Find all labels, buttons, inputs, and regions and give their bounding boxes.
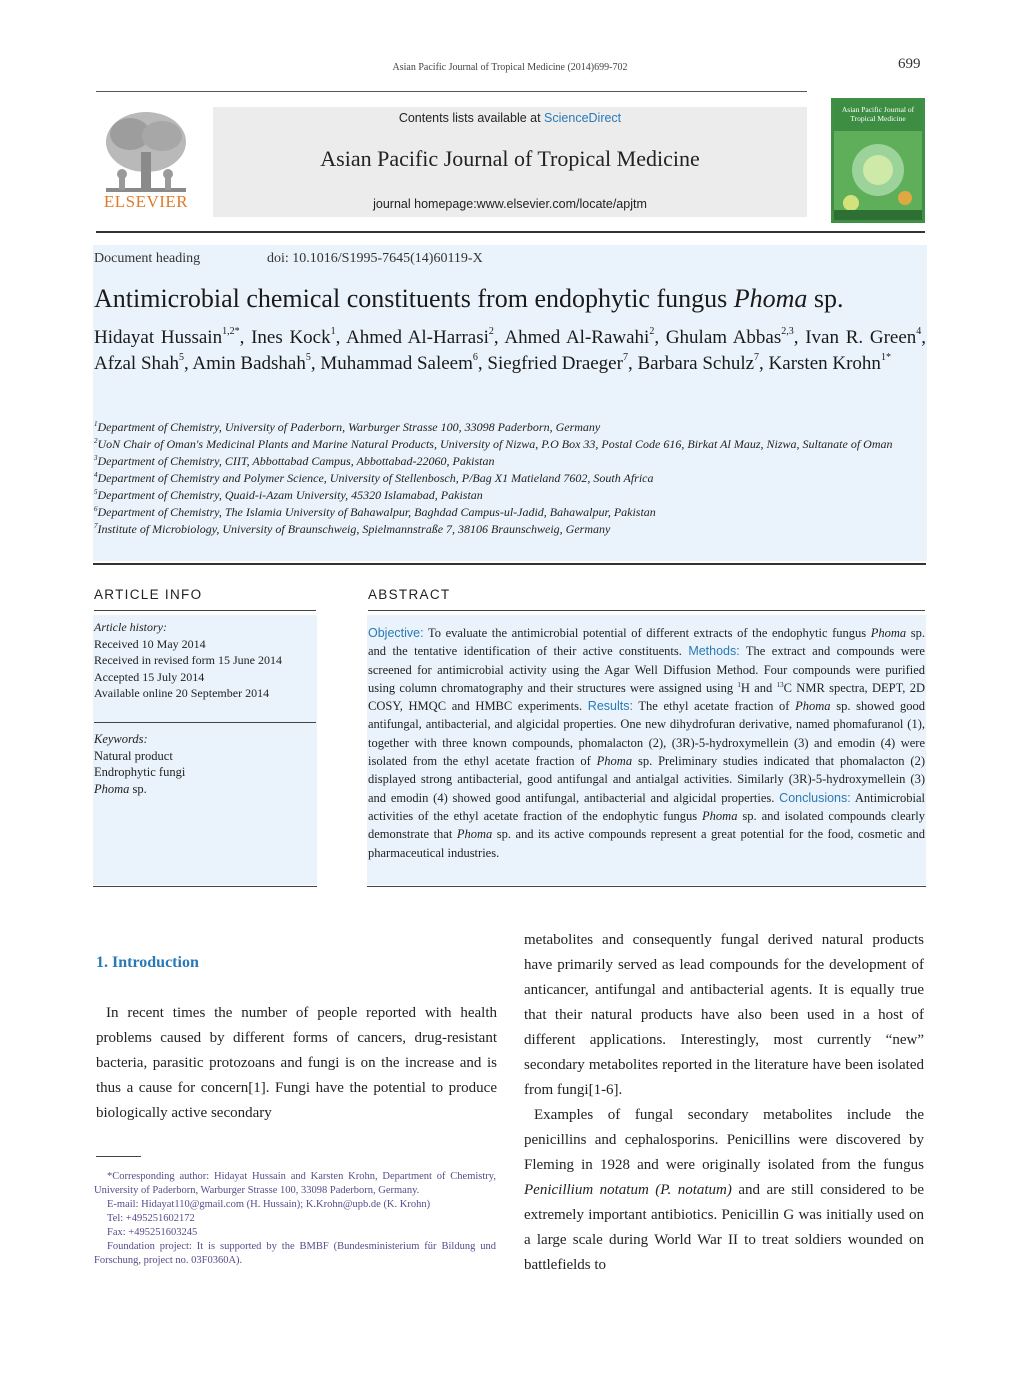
affiliation-text: UoN Chair of Oman's Medicinal Plants and Marine Natural Products, University of Nizwa, P.O Box 33, Postal Code 616, Birkat Al Mauz, Nizwa, Sultanate of Oman [97,437,893,451]
article-info-rule [94,610,316,611]
results-label: Results: [587,699,633,714]
author-name: Hidayat Hussain [94,327,223,348]
history-online: Available online 20 September 2014 [94,686,270,700]
history-revised: Received in revised form 15 June 2014 [94,653,282,667]
superscript: 13 [776,680,784,689]
cover-title: Asian Pacific Journal of Tropical Medicine [841,105,915,123]
results-text: The ethyl acetate fraction of [632,699,796,714]
affiliation-text: Department of Chemistry, CIIT, Abbottabad Campus, Abbottabad-22060, Pakistan [97,454,495,468]
fax-footnote: Fax: +495251603245 [107,1227,198,1238]
paragraph-text: Examples of fungal secondary metabolites include the penicillins and cephalosporins. Penicillins were discovered by Fleming in 1928 and were originally isolated from the fungus [524,1107,924,1173]
conclusions-text: Antimicrobial activities of the ethyl acetate fraction of the endophytic fungus [368,790,925,823]
body-right-column [524,928,924,1278]
author [805,327,921,348]
author [94,327,240,348]
title-end: sp. [807,284,844,313]
title-text: Antimicrobial chemical constituents from endophytic fungus [94,284,734,313]
keyword-italic: Phoma [94,781,130,796]
affiliation-number: 3 [94,454,98,462]
results-text: sp. Preliminary studies indicated that phomalacton (2) displayed strong antibacterial, good antifungal and antialgal activities. Similarly (3R)-5-hydroxymellein (3) and emodin (4) showed good antifungal, antibacterial and algicidal properties. [368,754,925,805]
author [251,327,336,348]
keyword [94,781,316,798]
footnote-rule [96,1156,141,1157]
header-rule [96,91,807,92]
author-affiliation-mark: 4 [916,326,922,337]
methods-text: H and [740,680,777,695]
article-info-bottom-rule [93,886,317,887]
conclusions-label: Conclusions: [779,790,851,805]
author-name: Amin Badshah [192,353,306,374]
publisher-name: ELSEVIER [103,192,189,211]
author [192,353,310,374]
author-name: Ivan R. Green [805,327,917,348]
body-left-column [96,1001,497,1126]
affiliation [94,521,926,538]
history-label: Article history: [94,620,167,634]
superscript: 1 [737,680,741,689]
keywords [94,731,316,797]
author [666,327,794,348]
affiliation-text: Department of Chemistry and Polymer Science, University of Stellenbosch, P/Bag X1 Matieland 7602, South Africa [97,471,654,485]
author [637,353,759,374]
author-name: Barbara Schulz [637,353,755,374]
author-affiliation-mark: 5 [305,352,311,363]
author-name: Muhammad Saleem [320,353,473,374]
affiliation-number: 1 [94,420,98,428]
author-name: Ahmed Al-Harrasi [346,327,489,348]
species-name: Phoma [456,827,493,842]
journal-cover-image [831,98,925,223]
foundation-footnote: Foundation project: It is supported by the BMBF (Bundesministerium für Bildung und Forschung, project no. 03F0360A). [94,1241,496,1266]
species-name: Phoma [870,626,907,640]
affiliation-number: 5 [94,488,98,496]
keyword: Endrophytic fungi [94,765,186,779]
section-heading-introduction: 1. Introduction [96,954,199,971]
abstract-bottom-rule [367,886,926,887]
species-name: Phoma [702,808,738,823]
author-affiliation-mark: 2 [649,326,655,337]
contents-line [213,111,807,125]
affiliation-number: 4 [94,471,98,479]
paragraph-text: and are still considered to be extremely important antibiotics. Penicillin G was initially used on a large scale during World War II to treat soldiers wounded on battlefields to [524,1182,924,1273]
footnotes [94,1170,496,1268]
species-name: Phoma [596,754,633,769]
doi[interactable]: doi: 10.1016/S1995-7645(14)60119-X [267,251,483,266]
history-received: Received 10 May 2014 [94,636,206,651]
affiliation [94,436,926,453]
affiliation-text: Department of Chemistry, Quaid-i-Azam University, 45320 Islamabad, Pakistan [97,488,483,502]
history-accepted: Accepted 15 July 2014 [94,669,205,684]
species-name: Penicillium notatum (P. notatum) [524,1182,732,1198]
author-name: Ines Kock [251,327,331,348]
author-list: Hidayat Hussain$^{1,2*}$, Ines Kock$^1$, Ahmed Al-Harrasi$^2$, Ahmed Al-Rawahi$^2$, Ghulam Abbas$^{2,3}$, Ivan R. Green$^4$, Afzal Shah$^5$, Amin Badshah$^5$, Muhammad Saleem$^6$, Siegfried Draeger$^7$, Barbara Schulz$^7$, Karsten Krohn$^{1*}$ [94,326,927,374]
objective-text: To evaluate the antimicrobial potential of different extracts of the endophytic fungus [423,626,871,640]
conclusions-text: sp. and its active compounds represent a great potential for the food, cosmetic and pharmaceutical industries. [368,827,925,860]
keywords-label: Keywords: [94,732,148,746]
title-block-rule [93,563,926,565]
contents-prefix: Contents lists available at [398,111,545,125]
author [487,353,628,374]
author [320,353,478,374]
affiliation [94,453,926,470]
keyword: Natural product [94,748,173,763]
results-text: sp. showed good antifungal, antibacterial, and algicidal properties. One new dihydrofuran derivative, named phomafuranol (1), together with three known compounds, phomalacton (2), (3R)-5-hydroxymellein (3) and emodin (4) were isolated from the ethyl acetate fraction of [368,699,925,769]
affiliation [94,470,926,487]
affiliation [94,419,926,436]
article-info-heading: ARTICLE INFO [94,587,203,602]
article-title [94,284,844,314]
affiliation [94,504,926,521]
affiliation-text: Institute of Microbiology, University of Braunschweig, Spielmannstraße 7, 38106 Braunschweig, Germany [97,522,611,536]
abstract-heading: ABSTRACT [368,587,451,602]
paragraph: metabolites and consequently fungal derived natural products have primarily served as lead compounds for the development of anticancer, antifungal and antibacterial agents. It is equally true that their natural products have also been used in a host of different applications. Interestingly, most currently “new” secondary metabolites reported in the literature have been isolated from fungi[1-6]. [524,932,924,1098]
author-affiliation-mark: 7 [622,352,628,363]
abstract-rule [368,610,925,611]
affiliation-number: 2 [94,437,98,445]
keyword-end: sp. [129,781,147,796]
journal-name: Asian Pacific Journal of Tropical Medicine [320,146,700,171]
author-affiliation-mark: 2,3 [781,326,794,337]
methods-text: C NMR spectra, DEPT, 2D COSY, HMQC and HMBC experiments. [368,680,926,714]
author [94,353,184,374]
author-name: Afzal Shah [94,353,179,374]
affiliation-number: 6 [94,505,98,513]
affiliation-list [94,419,926,538]
elsevier-logo [96,104,196,216]
conclusions-text: sp. and isolated compounds clearly demonstrate that [368,808,925,842]
keywords-rule [94,722,316,723]
running-head: Asian Pacific Journal of Tropical Medicine (2014)699-702 [392,62,628,73]
article-history [94,619,316,702]
tel-footnote: Tel: +495251602172 [107,1213,195,1224]
paragraph [524,1103,924,1278]
author-affiliation-mark: 1* [880,352,891,363]
author-affiliation-mark: 6 [472,352,478,363]
author-affiliation-mark: 1 [330,326,336,337]
paragraph: In recent times the number of people reported with health problems caused by different forms of cancers, drug-resistant bacteria, parasitic protozoans and fungi is on the increase and is thus a cause for concern[1]. Fungi have the potential to produce biologically active secondary [96,1005,497,1121]
sciencedirect-link[interactable]: ScienceDirect [544,111,622,125]
author-affiliation-mark: 1,2* [222,326,240,337]
corresponding-author: *Corresponding author: Hidayat Hussain and Karsten Krohn, Department of Chemistry, University of Paderborn, Warburger Strasse 100, 33098 Paderborn, Germany. [94,1171,496,1196]
author-affiliation-mark: 5 [178,352,184,363]
document-heading: Document heading [94,251,201,266]
banner-rule [96,231,925,233]
author-name: Ahmed Al-Rawahi [504,327,650,348]
abstract-text [368,624,925,862]
affiliation-number: 7 [94,522,98,530]
journal-homepage[interactable]: journal homepage:www.elsevier.com/locate/apjtm [373,197,647,211]
author-name: Ghulam Abbas [665,327,782,348]
page-number: 699 [898,56,921,72]
author-name: Karsten Krohn [768,353,881,374]
affiliation-text: Department of Chemistry, University of Paderborn, Warburger Strasse 100, 33098 Paderborn, Germany [97,420,601,434]
objective-text: sp. and the tentative identification of their active constituents. [368,626,925,659]
title-italic: Phoma [733,284,808,313]
author-affiliation-mark: 7 [754,352,760,363]
email-footnote[interactable]: E-mail: Hidayat110@gmail.com (H. Hussain); K.Krohn@upb.de (K. Krohn) [107,1199,431,1210]
author-name: Siegfried Draeger [487,353,623,374]
methods-text: The extract and compounds were screened for antimicrobial activity using the Agar Well Diffusion Method. Four compounds were purified using column chromatography and their structures were assigned using [368,644,925,695]
methods-label: Methods: [688,644,740,659]
author-affiliation-mark: 2 [488,326,494,337]
author [504,327,654,348]
author [769,353,891,374]
objective-label: Objective: [368,626,424,640]
affiliation [94,487,926,504]
affiliation-text: Department of Chemistry, The Islamia University of Bahawalpur, Baghdad Campus-ul-Jadid, Bahawalpur, Pakistan [97,505,656,519]
species-name: Phoma [795,699,831,714]
author [346,327,494,348]
